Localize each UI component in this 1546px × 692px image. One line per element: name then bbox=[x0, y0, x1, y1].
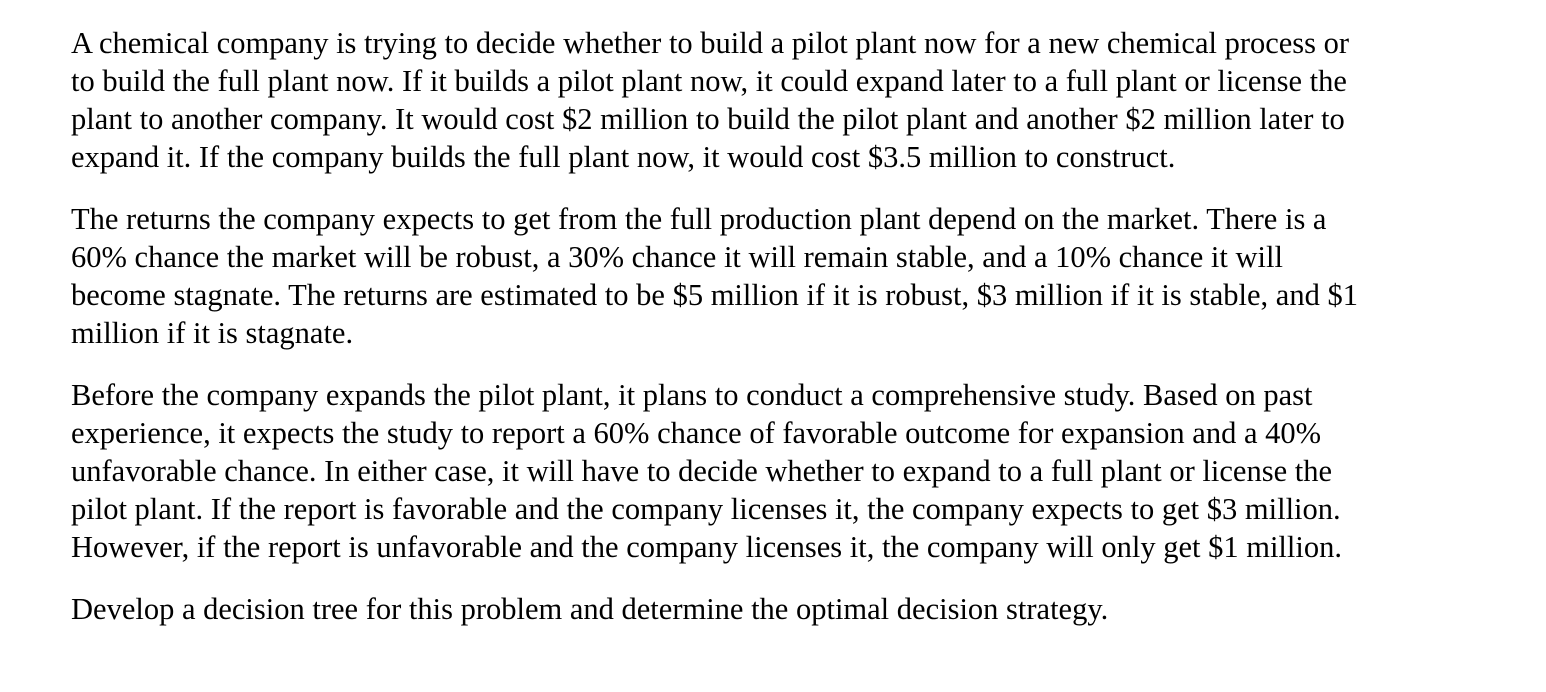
paragraph-intro bbox=[71, 24, 1511, 176]
text-line: 60% chance the market will be robust, a 30% chance it will remain stable, and a 10% chance it will bbox=[71, 240, 1283, 274]
text-line: to build the full plant now. If it builds a pilot plant now, it could expand later to a full plant or license the bbox=[71, 64, 1347, 98]
text-line: experience, it expects the study to report a 60% chance of favorable outcome for expansion and a 40% bbox=[71, 416, 1322, 450]
paragraph-task bbox=[71, 590, 1511, 628]
paragraph-market-returns bbox=[71, 200, 1511, 352]
text-line: expand it. If the company builds the full plant now, it would cost $3.5 million to construct. bbox=[71, 140, 1176, 174]
text-line: pilot plant. If the report is favorable and the company licenses it, the company expects to get $3 million. bbox=[71, 492, 1341, 526]
text-line: million if it is stagnate. bbox=[71, 316, 354, 350]
text-line: The returns the company expects to get from the full production plant depend on the market. There is a bbox=[71, 202, 1327, 236]
text-line: Before the company expands the pilot plant, it plans to conduct a comprehensive study. Based on past bbox=[71, 378, 1313, 412]
text-line: A chemical company is trying to decide whether to build a pilot plant now for a new chemical process or bbox=[71, 26, 1350, 60]
text-line: plant to another company. It would cost $2 million to build the pilot plant and another $2 million later to bbox=[71, 102, 1345, 136]
text-line: However, if the report is unfavorable and the company licenses it, the company will only get $1 million. bbox=[71, 530, 1342, 564]
paragraph-study bbox=[71, 376, 1511, 566]
problem-document bbox=[71, 24, 1511, 652]
text-line: unfavorable chance. In either case, it will have to decide whether to expand to a full plant or license the bbox=[71, 454, 1332, 488]
text-line: become stagnate. The returns are estimated to be $5 million if it is robust, $3 million if it is stable, and $1 bbox=[71, 278, 1358, 312]
text-line: Develop a decision tree for this problem and determine the optimal decision strategy. bbox=[71, 592, 1109, 626]
